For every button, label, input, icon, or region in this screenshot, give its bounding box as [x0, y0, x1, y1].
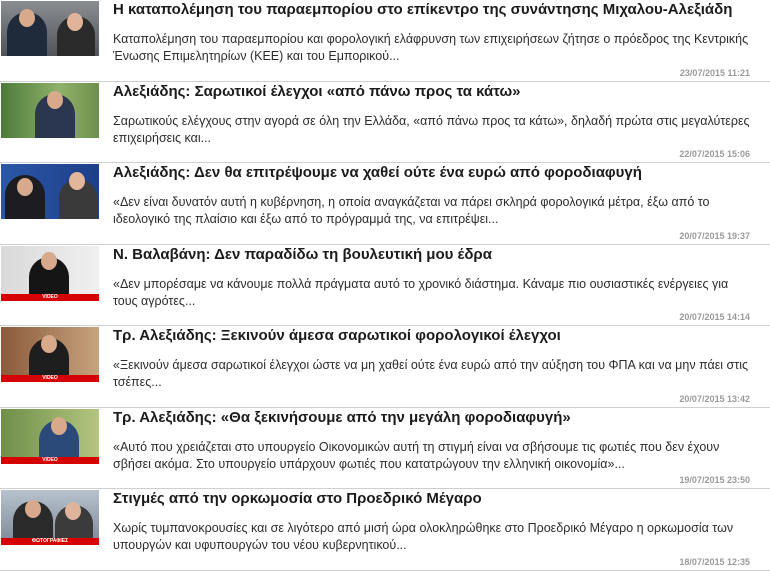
thumbnail-image[interactable] [1, 83, 99, 138]
article-description: Καταπολέμηση του παραεμπορίου και φορολογική ελάφρυνση των επιχειρήσεων ζήτησε ο πρόεδρος της Κεντρικής Ένωσης Επιμελητηρίων (ΚΕΕ) και του Εμπορικού... [113, 32, 749, 63]
article-date: 22/07/2015 15:06 [679, 149, 750, 159]
video-badge: VIDEO [1, 294, 99, 301]
article-title[interactable]: Τρ. Αλεξιάδης: «Θα ξεκινήσουμε από την μεγάλη φοροδιαφυγή» [113, 408, 571, 426]
list-item[interactable] [0, 489, 770, 571]
article-title[interactable]: Αλεξιάδης: Δεν θα επιτρέψουμε να χαθεί ούτε ένα ευρώ από φοροδιαφυγή [113, 164, 642, 181]
article-description: Σαρωτικούς ελέγχους στην αγορά σε όλη την Ελλάδα, «από πάνω προς τα κάτω», δηλαδή πρώτα στις μεγαλύτερες επιχειρήσεις και... [113, 113, 750, 145]
article-description: «Δεν μπορέσαμε να κάνουμε πολλά πράγματα αυτό το χρονικό διάστημα. Κάναμε πιο ουσιαστικές ενέργειες για τους αγρότες... [113, 276, 729, 308]
article-date: 19/07/2015 23:50 [679, 475, 750, 485]
list-item[interactable] [0, 326, 770, 408]
thumbnail-image[interactable] [1, 246, 99, 301]
article-description: «Ξεκινούν άμεσα σαρωτικοί έλεγχοι ώστε να μη χαθεί ούτε ένα ευρώ από την αύξηση του ΦΠΑ και να μην πάει στις τσέπες... [113, 358, 749, 389]
thumbnail-image[interactable] [1, 1, 99, 56]
article-date: 20/07/2015 19:37 [679, 230, 750, 241]
article-title[interactable]: Ν. Βαλαβάνη: Δεν παραδίδω τη βουλευτική μου έδρα [113, 245, 492, 263]
thumbnail-image[interactable] [1, 164, 99, 219]
article-date: 20/07/2015 13:42 [679, 393, 750, 404]
article-description: «Αυτό που χρειάζεται στο υπουργείο Οικονομικών αυτή τη στιγμή είναι να σβήσουμε τις φωτιές που δεν έχουν σβήσει ακόμα. Στο υπουργείο υπάρχουν φωτιές που κατατρώγουν την ελληνική οικονομία»... [113, 439, 720, 471]
article-date: 18/07/2015 12:35 [679, 556, 750, 567]
article-title[interactable]: Τρ. Αλεξιάδης: Ξεκινούν άμεσα σαρωτικοί φορολογικοί έλεγχοι [113, 327, 561, 344]
photos-badge: ΦΩΤΟΓΡΑΦΙΕΣ [1, 538, 99, 545]
list-item[interactable] [0, 408, 770, 490]
article-description: «Δεν είναι δυνατόν αυτή η κυβέρνηση, η οποία αναγκάζεται να πάρει σκληρά φορολογικά μέτρα, έξω από το ιδεολογικό της πλαίσιο και έξω από το πρόγραμμά της, να επιτρέψει... [113, 195, 710, 226]
list-item[interactable] [0, 245, 770, 327]
thumbnail-image[interactable] [1, 490, 99, 545]
article-title[interactable]: Η καταπολέμηση του παραεμπορίου στο επίκεντρο της συνάντησης Μιχαλου-Αλεξιάδη [113, 1, 733, 18]
article-date: 20/07/2015 14:14 [679, 312, 750, 322]
list-item[interactable] [0, 163, 770, 245]
article-date: 23/07/2015 11:21 [679, 67, 750, 78]
article-title[interactable]: Στιγμές από την ορκωμοσία στο Προεδρικό Μέγαρο [113, 490, 482, 507]
article-description: Χωρίς τυμπανοκρουσίες και σε λιγότερο από μισή ώρα ολοκληρώθηκε στο Προεδρικό Μέγαρο η ορκωμοσία των υπουργών και υφυπουργών του νέου κυβερνητικού... [113, 521, 734, 552]
list-item[interactable] [0, 0, 770, 82]
video-badge: VIDEO [1, 457, 99, 464]
video-badge: VIDEO [1, 375, 99, 382]
list-item[interactable] [0, 82, 770, 164]
thumbnail-image[interactable] [1, 327, 99, 382]
thumbnail-image[interactable] [1, 409, 99, 464]
article-title[interactable]: Αλεξιάδης: Σαρωτικοί έλεγχοι «από πάνω προς τα κάτω» [113, 82, 521, 100]
